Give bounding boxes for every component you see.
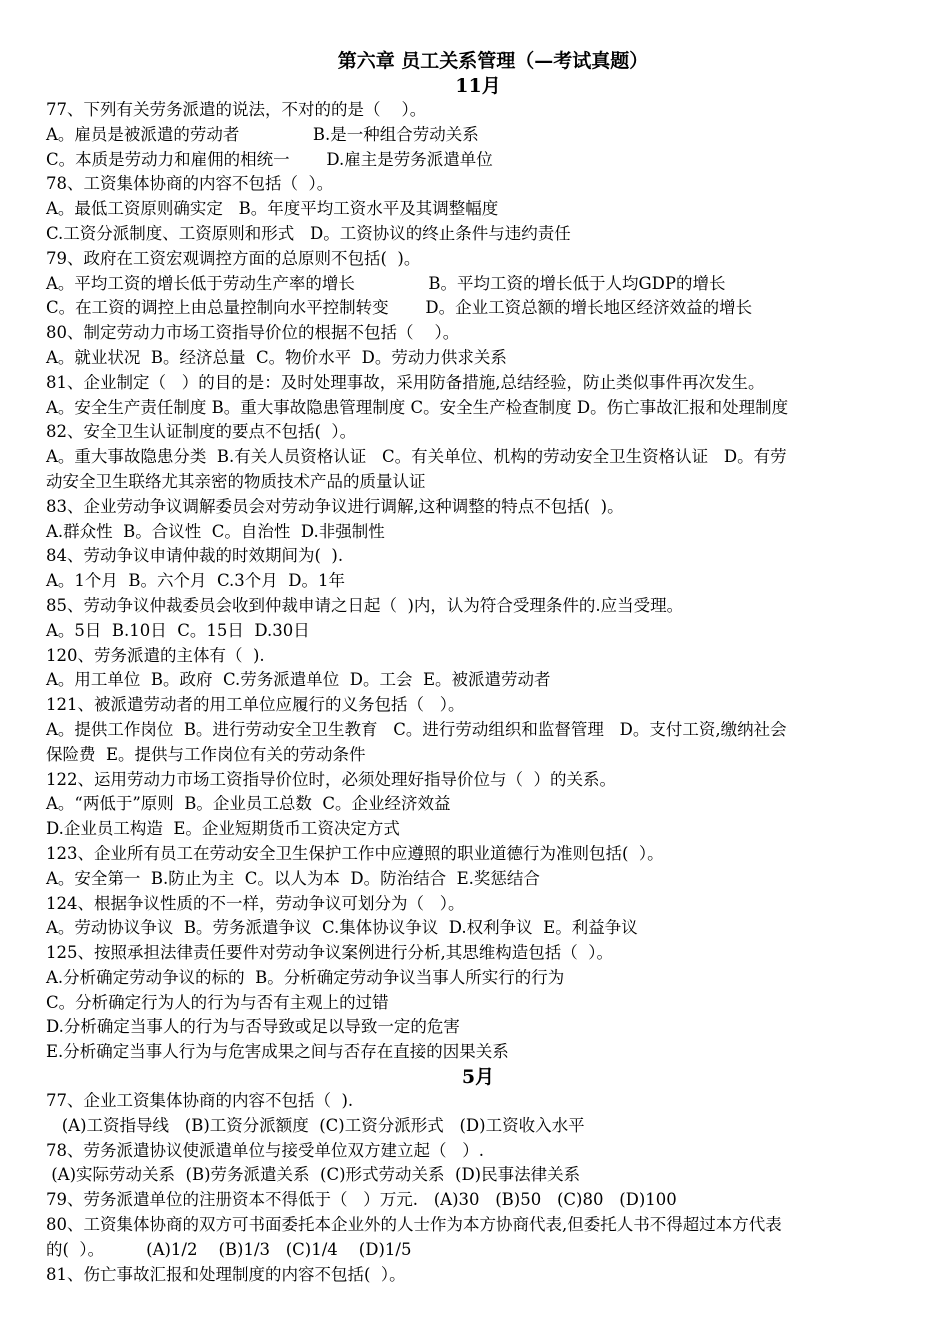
text-line: 121、被派遣劳动者的用工单位应履行的义务包括（ ）。	[46, 695, 465, 715]
text-line: A。提供工作岗位 B。进行劳动安全卫生教育 C。进行劳动组织和监督管理 D。支付工资,缴纳社会	[46, 719, 787, 739]
text-line: A。“两低于”原则 B。企业员工总数 C。企业经济效益	[46, 794, 451, 814]
text-line: 80、制定劳动力市场工资指导价位的根据不包括（ ）。	[46, 323, 460, 343]
section-month-heading: 5月	[461, 1066, 495, 1089]
text-line: 83、企业劳动争议调解委员会对劳动争议进行调解,这种调整的特点不包括( )。	[46, 496, 624, 516]
text-line: C。分析确定行为人的行为与否有主观上的过错	[46, 992, 389, 1012]
text-line: D.企业员工构造 E。企业短期货币工资决定方式	[46, 819, 400, 839]
text-line: A.群众性 B。合议性 C。自治性 D.非强制性	[46, 521, 385, 541]
text-line: A。最低工资原则确实定 B。年度平均工资水平及其调整幅度	[46, 199, 499, 219]
document-page	[46, 48, 910, 1287]
text-line: (A)工资指导线 (B)工资分派额度 (C)工资分派形式 (D)工资收入水平	[46, 1115, 585, 1135]
text-line: 84、劳动争议申请仲裁的时效期间为( ).	[46, 546, 344, 566]
text-line: C。本质是劳动力和雇佣的相统一 D.雇主是劳务派遣单位	[46, 149, 493, 169]
text-line: D.分析确定当事人的行为与否导致或足以导致一定的危害	[46, 1017, 460, 1037]
document-title: 第六章 员工关系管理（—考试真题）	[337, 50, 649, 72]
text-line: 79、劳务派遣单位的注册资本不得低于（ ）万元. (A)30 (B)50 (C)80 (D)100	[46, 1190, 677, 1210]
section-month-heading: 11月	[455, 75, 501, 97]
text-line: 81、伤亡事故汇报和处理制度的内容不包括( ）。	[46, 1264, 406, 1284]
text-line: 124、根据争议性质的不一样，劳动争议可划分为（ ）。	[46, 893, 465, 913]
text-line: A。平均工资的增长低于劳动生产率的增长 B。平均工资的增长低于人均GDP的增长	[46, 273, 726, 293]
text-line: 77、企业工资集体协商的内容不包括（ ).	[46, 1091, 354, 1111]
text-line: A。安全第一 B.防止为主 C。以人为本 D。防治结合 E.奖惩结合	[46, 868, 540, 888]
text-line: 78、工资集体协商的内容不包括（ ）。	[46, 174, 334, 194]
text-line: A。雇员是被派遣的劳动者 B.是一种组合劳动关系	[46, 124, 479, 144]
text-line: 动安全卫生联络尤其亲密的物质技术产品的质量认证	[46, 471, 426, 491]
text-line: A。5日 B.10日 C。15日 D.30日	[46, 620, 310, 640]
text-line: 79、政府在工资宏观调控方面的总原则不包括( )。	[46, 248, 421, 268]
text-line: A。劳动协议争议 B。劳务派遣争议 C.集体协议争议 D.权利争议 E。利益争议	[46, 918, 638, 938]
text-line: 122、运用劳动力市场工资指导价位时，必须处理好指导价位与（ ）的关系。	[46, 769, 616, 789]
text-line: (A)实际劳动关系 (B)劳务派遣关系 (C)形式劳动关系 (D)民事法律关系	[46, 1165, 581, 1185]
text-line: 80、工资集体协商的双方可书面委托本企业外的人士作为本方协商代表,但委托人书不得超过本方代表	[46, 1215, 782, 1235]
text-line: A。安全生产责任制度 B。重大事故隐患管理制度 C。安全生产检查制度 D。伤亡事故汇报和处理制度	[46, 397, 789, 417]
text-line: A。用工单位 B。政府 C.劳务派遣单位 D。工会 E。被派遣劳动者	[46, 670, 551, 690]
text-line: 77、下列有关劳务派遣的说法，不对的的是（ ）。	[46, 100, 427, 119]
text-line: 120、劳务派遣的主体有（ ).	[46, 645, 265, 665]
text-line: A。重大事故隐患分类 B.有关人员资格认证 C。有关单位、机构的劳动安全卫生资格认证 D。有劳	[46, 447, 787, 467]
text-line: 保险费 E。提供与工作岗位有关的劳动条件	[46, 744, 366, 764]
text-line: C.工资分派制度、工资原则和形式 D。工资协议的终止条件与违约责任	[46, 223, 571, 243]
text-line: E.分析确定当事人行为与危害成果之间与否存在直接的因果关系	[46, 1042, 509, 1062]
text-line: 123、企业所有员工在劳动安全卫生保护工作中应遵照的职业道德行为准则包括( ）。	[46, 843, 664, 863]
text-line: 的( ）。 (A)1/2 (B)1/3 (C)1/4 (D)1/5	[46, 1239, 412, 1259]
text-line: 82、安全卫生认证制度的要点不包括( ）。	[46, 422, 357, 442]
text-line: A.分析确定劳动争议的标的 B。分析确定劳动争议当事人所实行的行为	[46, 967, 565, 987]
text-line: 81、企业制定（ ）的目的是：及时处理事故，采用防备措施,总结经验，防止类似事件再次发生。	[46, 372, 765, 392]
document-body	[46, 74, 910, 1287]
text-line: 78、劳务派遣协议使派遣单位与接受单位双方建立起（ ）.	[46, 1140, 484, 1160]
text-line: A。就业状况 B。经济总量 C。物价水平 D。劳动力供求关系	[46, 347, 507, 367]
text-line: 125、按照承担法律责任要件对劳动争议案例进行分析,其思维构造包括（ ）。	[46, 943, 613, 963]
text-line: A。1个月 B。六个月 C.3个月 D。1年	[46, 571, 346, 591]
text-line: C。在工资的调控上由总量控制向水平控制转变 D。企业工资总额的增长地区经济效益的增长	[46, 298, 753, 318]
text-line: 85、劳动争议仲裁委员会收到仲裁申请之日起（ )内，认为符合受理条件的.应当受理。	[46, 595, 684, 615]
